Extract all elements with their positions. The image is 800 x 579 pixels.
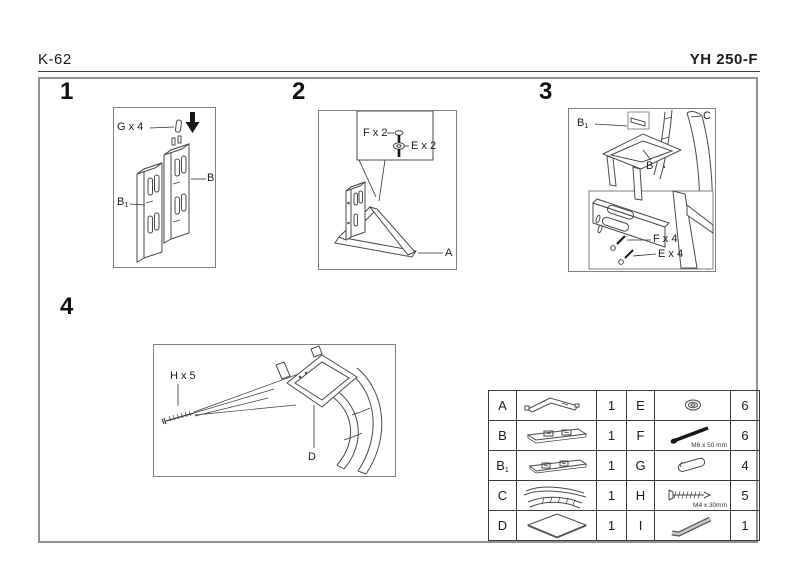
- table-row: [489, 421, 760, 451]
- step3-number: 3: [539, 78, 553, 105]
- part-qty-cell: 6: [731, 391, 760, 421]
- step3-panel: [568, 108, 716, 272]
- label-part-b1: $B_1$: [117, 196, 129, 209]
- bolt-icon: [655, 421, 731, 451]
- label-part-c: C: [703, 110, 711, 122]
- step1-panel: [113, 107, 216, 268]
- label-h-qty: H x 5: [170, 370, 196, 382]
- header-rule: [38, 71, 760, 72]
- washer-icon: [655, 391, 731, 421]
- part-qty-cell: 1: [597, 451, 627, 481]
- part-qty-cell: 1: [597, 421, 627, 451]
- part-id-cell: A: [489, 391, 517, 421]
- part-id-cell: E: [627, 391, 655, 421]
- step4-panel: [153, 344, 396, 477]
- wood-screw-icon: [655, 481, 731, 511]
- part-id-cell: C: [489, 481, 517, 511]
- table-row: [489, 511, 760, 541]
- label-e-qty: E x 4: [658, 248, 684, 260]
- part-qty-cell: 1: [597, 481, 627, 511]
- step2-illustration-back-frame: [319, 111, 456, 269]
- step1-number: 1: [60, 78, 74, 105]
- step4-illustration-seat-mounting: [154, 345, 395, 476]
- part-id-cell: I: [627, 511, 655, 541]
- table-row: [489, 451, 760, 481]
- part-qty-cell: 1: [597, 511, 627, 541]
- dowel-icon: [655, 451, 731, 481]
- side-rail-icon: [517, 421, 597, 451]
- label-part-b1: $B_1$: [577, 117, 589, 130]
- side-rail-b1-icon: [517, 451, 597, 481]
- backrest-icon: [517, 481, 597, 511]
- part-id-cell: G: [627, 451, 655, 481]
- allen-key-icon: [655, 511, 731, 541]
- label-g-qty: G x 4: [117, 121, 144, 133]
- label-f-qty: F x 4: [653, 233, 678, 245]
- model-code-left: K-62: [38, 51, 72, 68]
- part-qty-cell: 1: [731, 511, 760, 541]
- part-id-cell: B: [489, 421, 517, 451]
- step4-number: 4: [60, 293, 74, 320]
- part-qty-cell: 6: [731, 421, 760, 451]
- parts-table: [488, 390, 760, 541]
- seat-panel-icon: [517, 511, 597, 541]
- part-id-cell: F: [627, 421, 655, 451]
- label-e-qty: E x 2: [411, 140, 437, 152]
- label-part-a: A: [445, 247, 453, 259]
- part-qty-cell: 5: [731, 481, 760, 511]
- step3-illustration-chair-assembly: [569, 109, 715, 271]
- table-row: [489, 481, 760, 511]
- label-part-d: D: [308, 451, 316, 463]
- part-qty-cell: 4: [731, 451, 760, 481]
- part-id-cell: D: [489, 511, 517, 541]
- screw-size-note: M4 x 30mm: [693, 502, 727, 509]
- step2-number: 2: [292, 78, 306, 105]
- label-f-qty: F x 2: [363, 127, 388, 139]
- table-row: [489, 391, 760, 421]
- part-qty-cell: 1: [597, 391, 627, 421]
- part-id-cell: $B_1$: [489, 451, 517, 481]
- label-part-b: B: [646, 160, 654, 172]
- bolt-size-note: M6 x 50 mm: [691, 442, 727, 449]
- seat-frame-icon: [517, 391, 597, 421]
- part-id-cell: H: [627, 481, 655, 511]
- step2-panel: [318, 110, 457, 270]
- label-part-b: B: [207, 172, 215, 184]
- model-code-right: YH 250-F: [689, 51, 758, 68]
